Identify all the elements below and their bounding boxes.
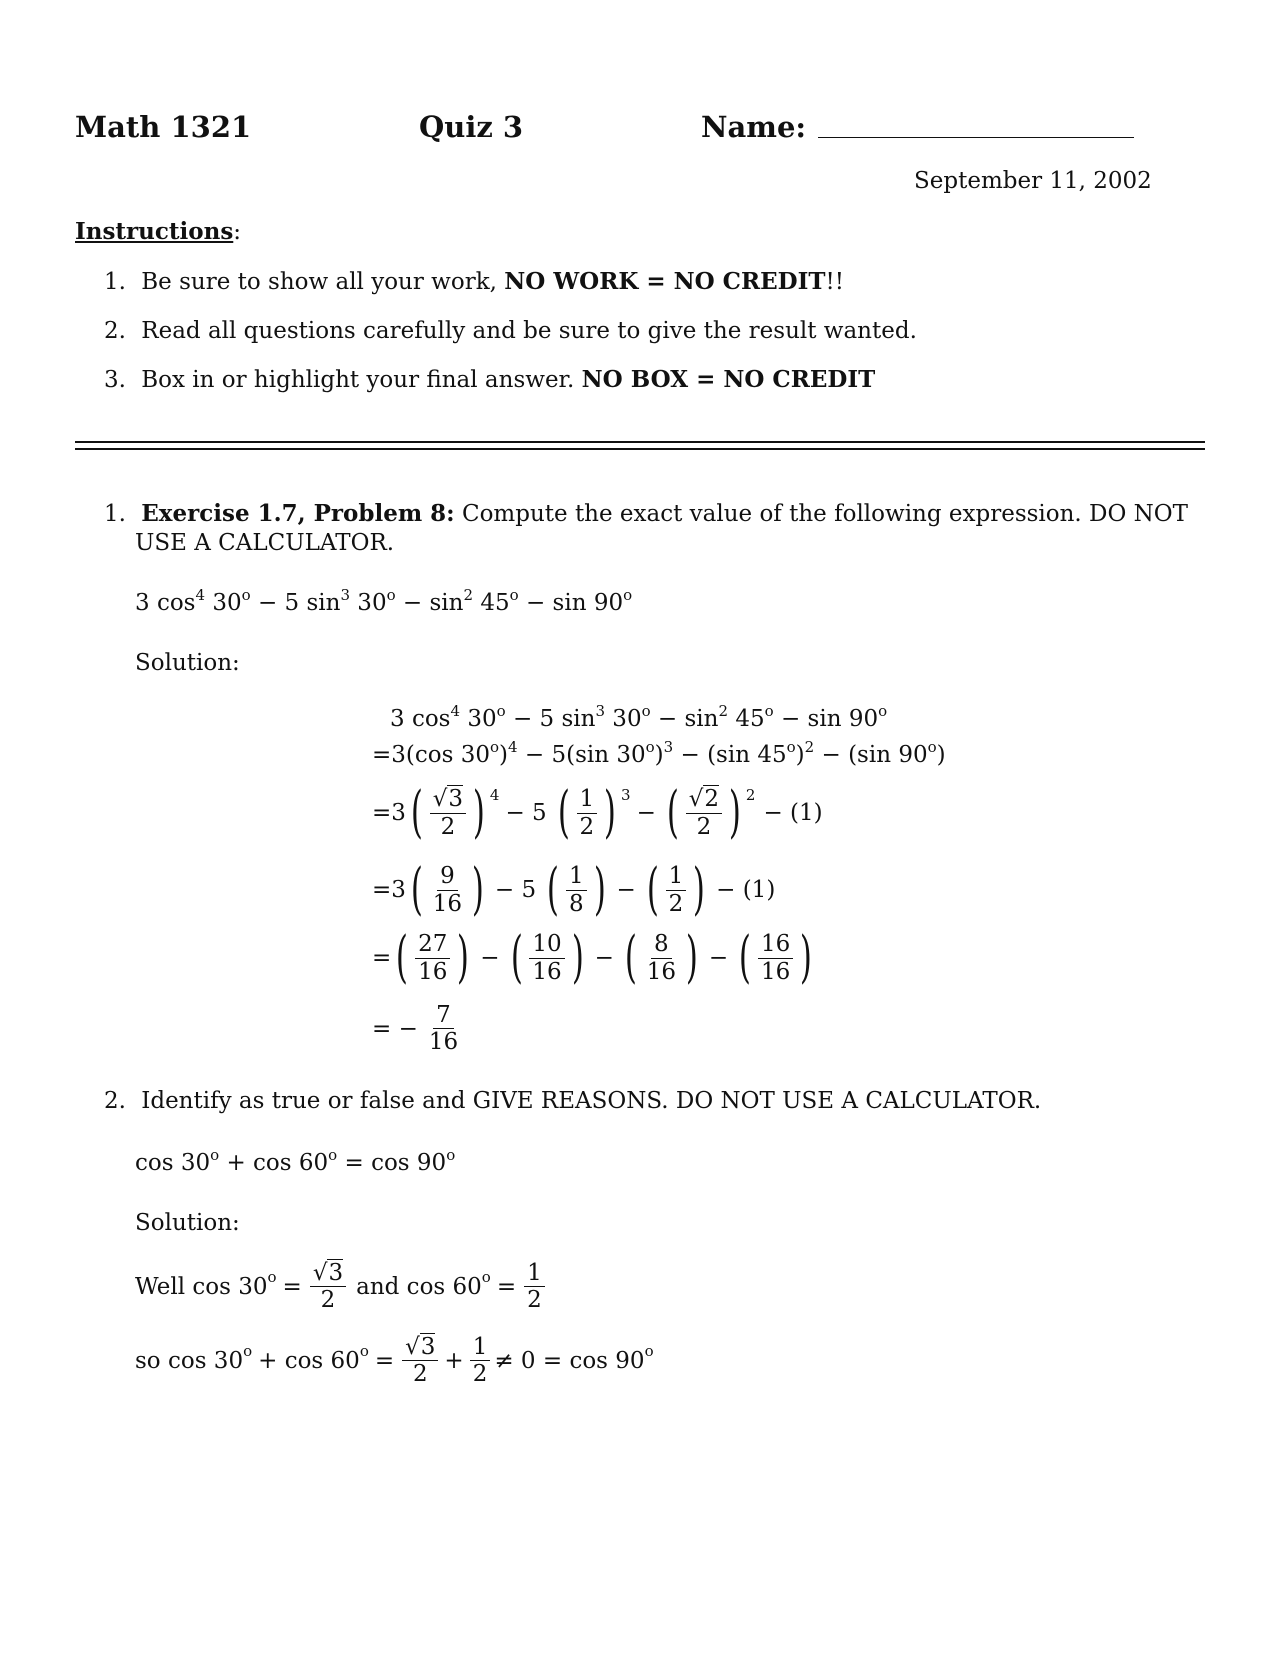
solution-step-5: = − $\frac{7}{16}$ <box>372 1002 459 1056</box>
instructions-heading <box>75 218 241 245</box>
name-blank-line[interactable] <box>818 137 1134 138</box>
problem-2-solution-line-2: so cos 30 o + cos 60 o = $\frac{√3}{2}$ + $\frac{1}{2}$ ≠ 0 = cos 90 o <box>135 1334 654 1388</box>
solution-step-0: 3 $\cos^4 30^o - 5$ $\sin^3 30^o - \sin^2 45^o - \sin 90^o$ <box>390 702 888 732</box>
instruction-num: 1. <box>104 269 126 295</box>
divider-bottom <box>75 448 1205 450</box>
instruction-text: Box in or highlight your final answer. <box>141 367 582 393</box>
solution-step-4: = ( $\frac{27}{16}$ ) − ( $\frac{10}{16}$ ) − ( $\frac{8}{16}$ ) − ( $\frac{16}{16}$ ) <box>372 925 813 990</box>
problem-num: 2. <box>104 1088 126 1114</box>
quiz-title: Quiz 3 <box>419 110 524 144</box>
problem-2-solution-label: Solution: <box>135 1210 240 1236</box>
instruction-text: Read all questions carefully and be sure to give the result wanted. <box>141 318 917 344</box>
instructions-colon: : <box>233 219 242 245</box>
problem-text: Compute the exact value of the following expression. DO NOT <box>454 501 1188 527</box>
instruction-bold: NO WORK = NO CREDIT <box>504 268 826 295</box>
problem-text: Identify as true or false and GIVE REASONS. DO NOT USE A CALCULATOR. <box>141 1088 1042 1114</box>
problem-title: Exercise 1.7, Problem 8: <box>141 500 455 527</box>
instruction-bold: NO BOX = NO CREDIT <box>581 366 876 393</box>
instruction-num: 3. <box>104 367 126 393</box>
instruction-text: Be sure to show all your work, <box>141 269 505 295</box>
problem-1-statement-line2: USE A CALCULATOR. <box>135 530 395 556</box>
instruction-tail: !! <box>825 269 844 295</box>
instruction-item-1 <box>104 268 844 295</box>
problem-2-solution-line-1: Well cos 30 o = $\frac{√3}{2}$ and cos 60 o = $\frac{1}{2}$ <box>135 1260 547 1314</box>
instructions-title: Instructions <box>75 218 234 245</box>
divider-top <box>75 441 1205 443</box>
instruction-num: 2. <box>104 318 126 344</box>
problem-2-expression: $\cos 30^o + \cos 60^o = \cos 90^o$ <box>135 1146 456 1176</box>
problem-1-expression: 3 $\cos^4 30^o - 5$ $\sin^3 30^o - \sin^2 45^o - \sin 90^o$ <box>135 586 633 616</box>
name-label: Name: <box>701 110 807 144</box>
solution-step-2: =3 ( $\frac{√3}{2}$ ) 4 − 5 ( $\frac{1}{2}$ ) 3 − ( $\frac{√2}{2}$ ) 2 − (1) <box>372 780 823 845</box>
solution-so-text: so cos 30 <box>135 1347 244 1374</box>
instruction-item-3 <box>104 366 875 393</box>
solution-and-text: and cos 60 <box>356 1273 482 1300</box>
problem-num: 1. <box>104 501 126 527</box>
solution-well-text: Well cos 30 <box>135 1273 268 1300</box>
problem-2-statement <box>104 1088 1041 1114</box>
instruction-item-2 <box>104 318 917 344</box>
course-title: Math 1321 <box>75 110 252 144</box>
problem-1-statement <box>104 500 1188 527</box>
problem-1-solution-label: Solution: <box>135 650 240 676</box>
quiz-date: September 11, 2002 <box>914 168 1152 194</box>
solution-step-1: =3(cos $30^o)^4 - 5(\sin$ $30^o)^3 - (\sin$ $45^o)^2 - (\sin$ 90$^o$) <box>372 738 946 768</box>
solution-step-3: =3 ( $\frac{9}{16}$ ) − 5 ( $\frac{1}{8}$ ) − ( $\frac{1}{2}$ ) − (1) <box>372 857 776 922</box>
